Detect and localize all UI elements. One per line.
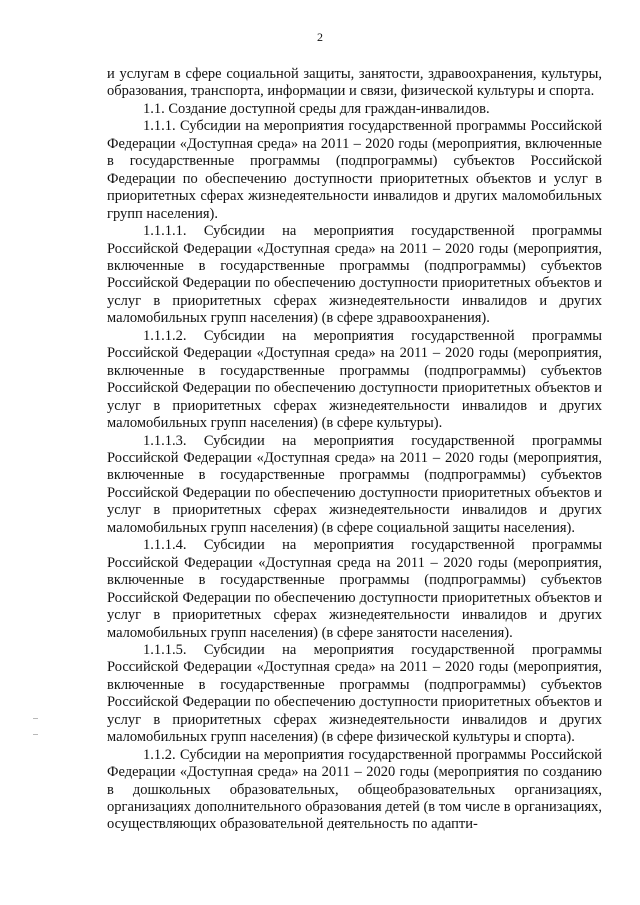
paragraph-1-1-2: 1.1.2. Субсидии на мероприятия государственной программы Российской Федерации «Доступная среда» на 2011 – 2020 годы (мероприятия по созданию в дошкольных образовательных, общеобразовательных организациях, организациях дополнительного образования детей (в том числе в организациях, осуществляющих образовательной деятельность по адапти- [107, 746, 602, 833]
document-body [107, 66, 602, 834]
paragraph-1-1: 1.1. Создание доступной среды для граждан-инвалидов. [143, 100, 490, 117]
paragraph-1-1-1-1: 1.1.1.1. Субсидии на мероприятия государственной программы Российской Федерации «Доступная среда» на 2011 – 2020 годы (мероприятия, включенные в государственные программы (подпрограммы) субъектов Российской Федерации по обеспечению доступности приоритетных объектов и услуг в приоритетных сферах жизнедеятельности инвалидов и других маломобильных групп населения) (в сфере здравоохранения). [107, 223, 602, 327]
paragraph-1-1-1-3: 1.1.1.3. Субсидии на мероприятия государственной программы Российской Федерации «Доступная среда» на 2011 – 2020 годы (мероприятия, включенные в государственные программы (подпрограммы) субъектов Российской Федерации по обеспечению доступности приоритетных объектов и услуг в приоритетных сферах жизнедеятельности инвалидов и других маломобильных групп населения) (в сфере социальной защиты населения). [107, 432, 602, 536]
paragraph-intro-continuation: и услугам в сфере социальной защиты, занятости, здравоохранения, культуры, образования, транспорта, информации и связи, физической культуры и спорта. [107, 66, 602, 100]
paragraph-1-1-1: 1.1.1. Субсидии на мероприятия государственной программы Российской Федерации «Доступная среда» на 2011 – 2020 годы (мероприятия, включенные в государственные программы (подпрограммы) субъектов Российской Федерации по обеспечению доступности приоритетных объектов и услуг в приоритетных сферах жизнедеятельности инвалидов и других маломобильных групп населения). [107, 118, 602, 222]
scan-mark [33, 734, 38, 735]
paragraph-1-1-1-4: 1.1.1.4. Субсидии на мероприятия государственной программы Российской Федерации «Доступная среда на 2011 – 2020 годы (мероприятия, включенные в государственные программы (подпрограммы) субъектов Российской Федерации по обеспечению доступности приоритетных объектов и услуг в приоритетных сферах жизнедеятельности инвалидов и других маломобильных групп населения) (в сфере занятости населения). [107, 537, 602, 641]
scan-mark [33, 718, 38, 719]
paragraph-1-1-1-5: 1.1.1.5. Субсидии на мероприятия государственной программы Российской Федерации «Доступная среда» на 2011 – 2020 годы (мероприятия, включенные в государственные программы (подпрограммы) субъектов Российской Федерации по обеспечению доступности приоритетных объектов и услуг в приоритетных сферах жизнедеятельности инвалидов и других маломобильных групп населения) (в сфере физической культуры и спорта). [107, 641, 602, 746]
paragraph-1-1-1-2: 1.1.1.2. Субсидии на мероприятия государственной программы Российской Федерации «Доступная среда» на 2011 – 2020 годы (мероприятия, включенные в государственные программы (подпрограммы) субъектов Российской Федерации по обеспечению доступности приоритетных объектов и услуг в приоритетных сферах жизнедеятельности инвалидов и других маломобильных групп населения) (в сфере культуры). [107, 327, 602, 432]
page-number: 2 [317, 30, 323, 44]
